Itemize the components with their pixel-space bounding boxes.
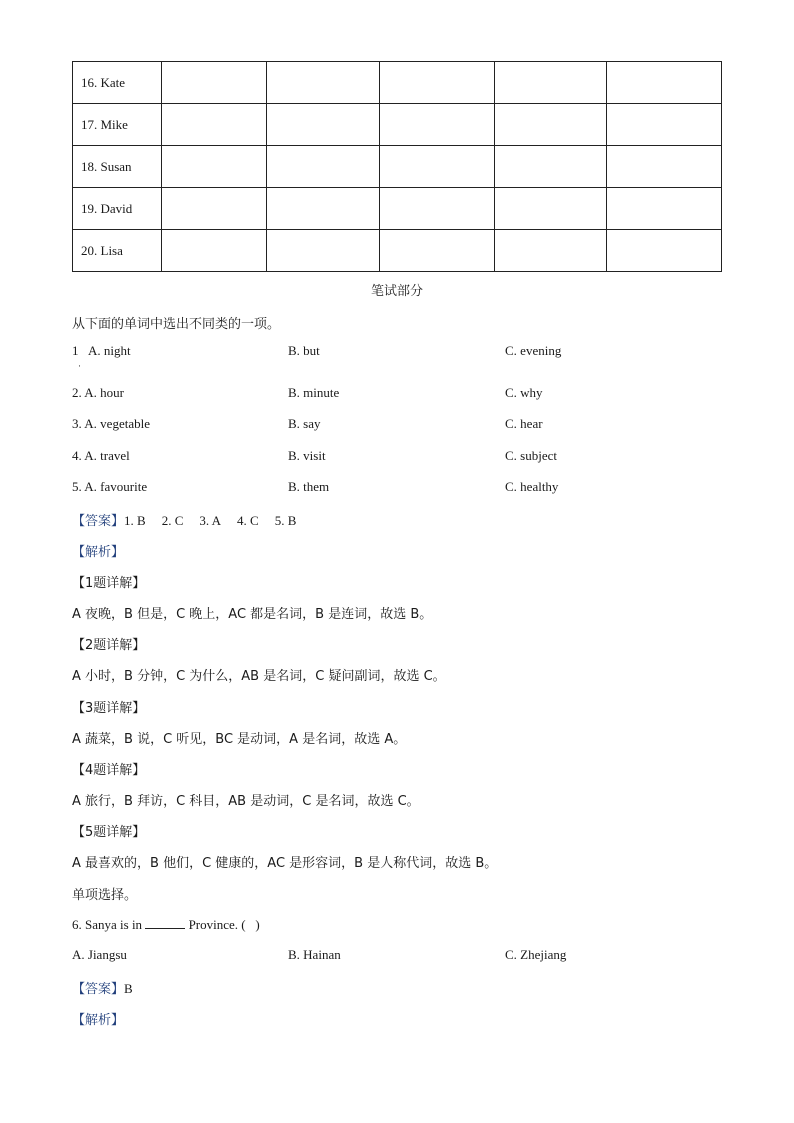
detail-text: A 旅行，B 拜访，C 科目，AB 是动词，C 是名词，故选 C。 [72, 794, 420, 809]
answer-table [72, 61, 722, 272]
table-row [73, 230, 722, 272]
empty-cell [380, 104, 495, 146]
option-b: B. them [288, 479, 330, 494]
answer-item: 4. C [237, 513, 259, 528]
option-b: B. say [288, 416, 321, 431]
row-label: 20. Lisa [73, 230, 162, 272]
answer-item: 3. A [199, 513, 222, 528]
row-label: 17. Mike [73, 104, 162, 146]
answer-item: 5. B [274, 513, 297, 528]
empty-cell [267, 188, 380, 230]
empty-cell [380, 62, 495, 104]
answer-label: 【答案】 [72, 514, 125, 529]
detail-heading: 【3题详解】 [72, 701, 146, 716]
question-line: 4. A. travel [72, 448, 130, 463]
empty-cell [495, 188, 607, 230]
answer-label: 【答案】 [72, 982, 125, 997]
analysis-label: 【解析】 [72, 1013, 125, 1028]
empty-cell [495, 62, 607, 104]
question-number: 1 [72, 343, 79, 358]
section-instruction: 从下面的单词中选出不同类的一项。 [72, 317, 281, 332]
detail-heading: 【4题详解】 [72, 763, 146, 778]
empty-cell [495, 146, 607, 188]
option-c: C. healthy [505, 479, 559, 494]
option-b: B. Hainan [288, 947, 341, 962]
empty-cell [607, 188, 722, 230]
answer-item: B [124, 981, 133, 996]
detail-heading: 【1题详解】 [72, 576, 146, 591]
row-label: 19. David [73, 188, 162, 230]
answer-row [72, 978, 133, 997]
question-line: 5. A. favourite [72, 479, 148, 494]
row-label: 18. Susan [73, 146, 162, 188]
option-b: B. visit [288, 448, 326, 463]
detail-text: A 小时，B 分钟，C 为什么，AB 是名词，C 疑问副词，故选 C。 [72, 669, 446, 684]
empty-cell [162, 146, 267, 188]
detail-text: A 夜晚，B 但是，C 晚上，AC 都是名词，B 是连词，故选 B。 [72, 607, 433, 622]
empty-cell [162, 230, 267, 272]
empty-cell [267, 62, 380, 104]
option-a: A. Jiangsu [72, 947, 127, 962]
answer-row [72, 510, 312, 529]
empty-cell [380, 146, 495, 188]
empty-cell [607, 146, 722, 188]
empty-cell [607, 62, 722, 104]
detail-heading: 【2题详解】 [72, 638, 146, 653]
question-line: 2. A. hour [72, 385, 125, 400]
section-title: 笔试部分 [370, 284, 423, 299]
detail-text: A 蔬菜，B 说，C 听见，BC 是动词，A 是名词，故选 A。 [72, 732, 407, 747]
table-row [73, 188, 722, 230]
table-row [73, 62, 722, 104]
section-instruction: 单项选择。 [72, 888, 138, 903]
empty-cell [267, 104, 380, 146]
empty-cell [607, 104, 722, 146]
empty-cell [267, 146, 380, 188]
empty-cell [495, 230, 607, 272]
detail-heading: 【5题详解】 [72, 825, 146, 840]
analysis-label: 【解析】 [72, 545, 125, 560]
fill-blank [145, 916, 185, 929]
option-c: C. subject [505, 448, 557, 463]
empty-cell [495, 104, 607, 146]
table-row [73, 146, 722, 188]
empty-cell [267, 230, 380, 272]
empty-cell [380, 188, 495, 230]
option-c: C. evening [505, 343, 562, 358]
answer-item: 1. B [124, 513, 146, 528]
answer-item: 2. C [161, 513, 184, 528]
option-c: C. Zhejiang [505, 947, 567, 962]
detail-text: A 最喜欢的，B 他们，C 健康的，AC 是形容词，B 是人称代词，故选 B。 [72, 856, 498, 871]
empty-cell [162, 188, 267, 230]
question-6: 6. Sanya is in Province. ( ) [72, 917, 260, 932]
option-a: A. night [88, 343, 131, 358]
empty-cell [380, 230, 495, 272]
option-b: B. minute [288, 385, 340, 400]
empty-cell [607, 230, 722, 272]
question-dot: · [78, 361, 81, 371]
table-row [73, 104, 722, 146]
option-c: C. why [505, 385, 543, 400]
empty-cell [162, 62, 267, 104]
option-c: C. hear [505, 416, 543, 431]
question-line: 3. A. vegetable [72, 416, 150, 431]
row-label: 16. Kate [73, 62, 162, 104]
empty-cell [162, 104, 267, 146]
option-b: B. but [288, 343, 320, 358]
